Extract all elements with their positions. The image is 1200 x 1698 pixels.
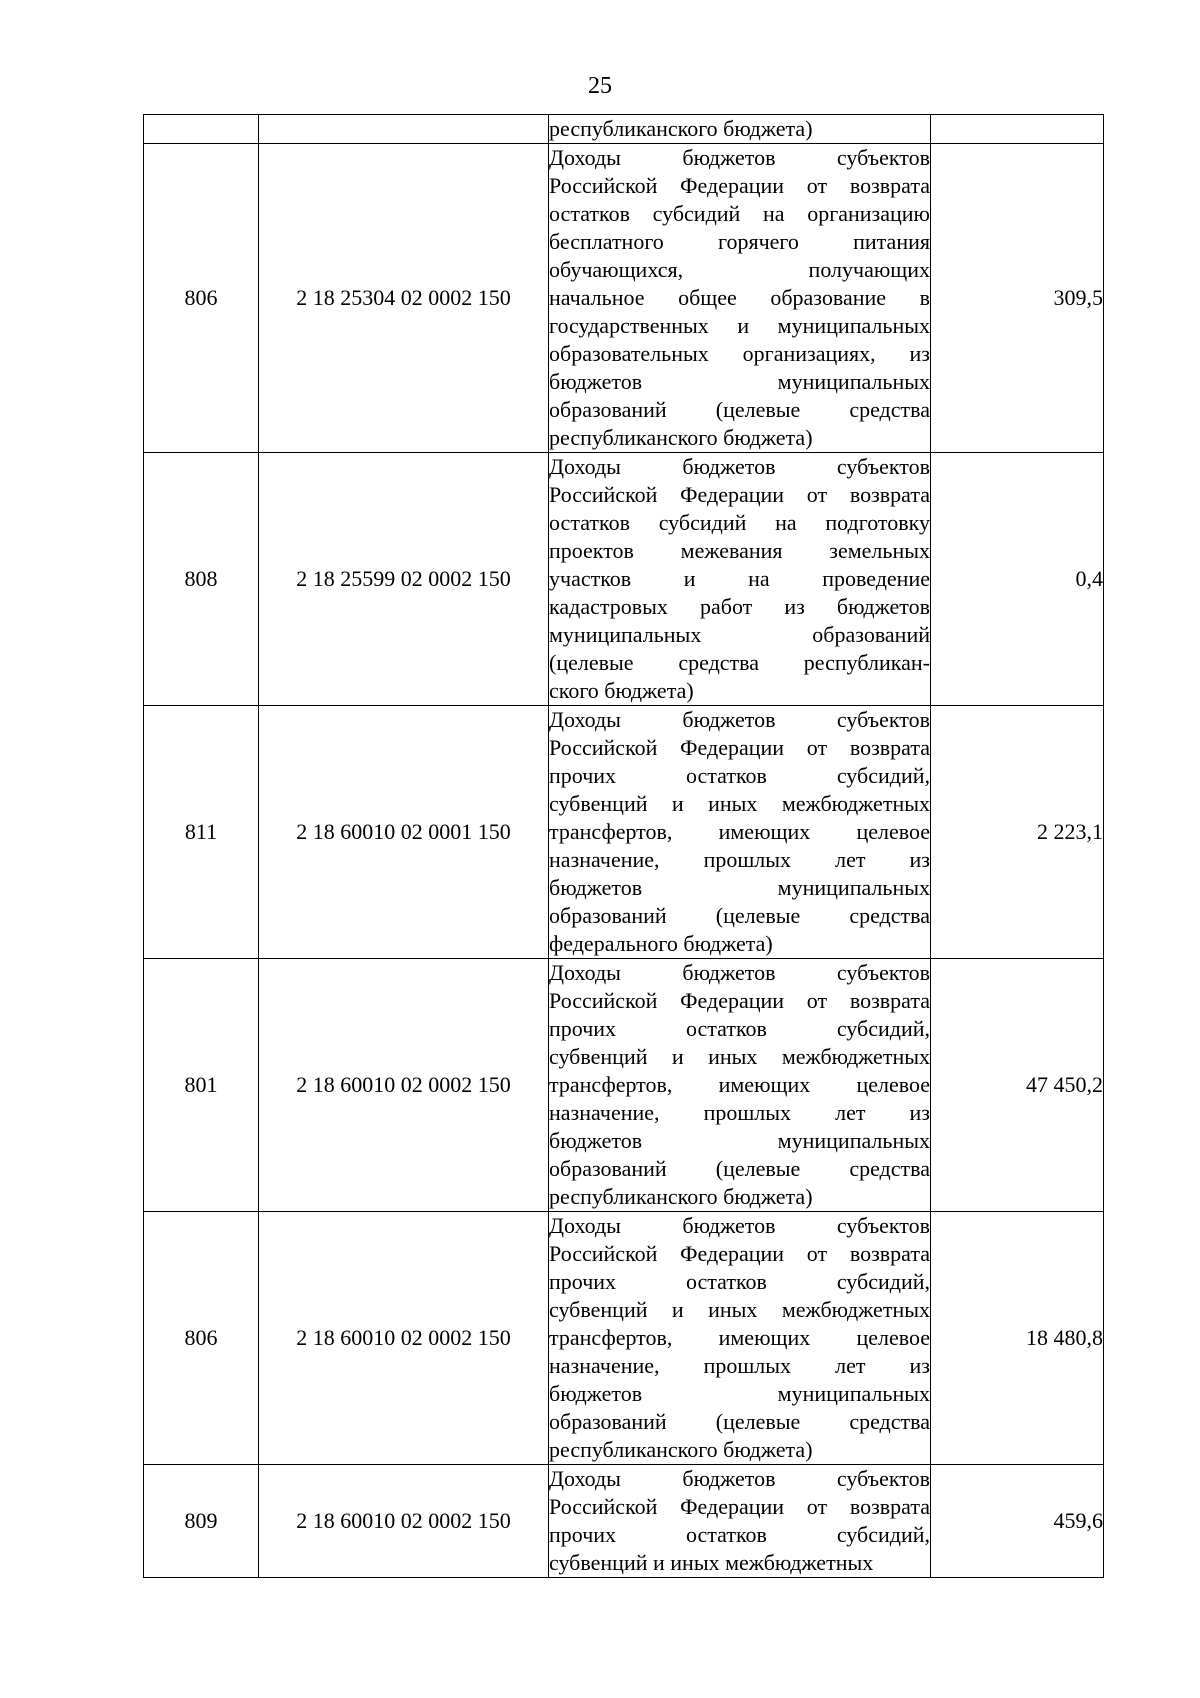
table-row — [144, 1465, 1104, 1578]
budget-classification-code-cell — [259, 115, 549, 144]
description-line: Российской Федерации от возврата — [549, 173, 930, 198]
description-line: Доходы бюджетов субъектов — [549, 960, 930, 985]
description-line: Доходы бюджетов субъектов — [549, 145, 930, 170]
description-line: трансфертов, имеющих целевое — [549, 1072, 930, 1097]
table-row — [144, 706, 1104, 959]
description-line: участков и на проведение — [549, 566, 930, 591]
description-line: субвенций и иных межбюджетных — [549, 1044, 930, 1069]
amount-cell — [931, 115, 1104, 144]
budget-classification-code-cell: 2 18 60010 02 0002 150 — [259, 1212, 549, 1465]
amount-cell: 2 223,1 — [931, 706, 1104, 959]
description-line: бесплатного горячего питания — [549, 229, 930, 254]
description-line: образований (целевые средства — [549, 1409, 930, 1434]
budget-classification-code-cell: 2 18 60010 02 0002 150 — [259, 1465, 549, 1578]
amount-cell: 0,4 — [931, 453, 1104, 706]
description-line: образований (целевые средства — [549, 1156, 930, 1181]
description-line: назначение, прошлых лет из — [549, 1100, 930, 1125]
description-line: назначение, прошлых лет из — [549, 847, 930, 872]
description-line: республиканского бюджета) — [549, 425, 813, 450]
amount-cell: 18 480,8 — [931, 1212, 1104, 1465]
description-line: федерального бюджета) — [549, 931, 773, 956]
table-row — [144, 1212, 1104, 1465]
description-line: трансфертов, имеющих целевое — [549, 819, 930, 844]
description-line: Российской Федерации от возврата — [549, 1241, 930, 1266]
description-line: Доходы бюджетов субъектов — [549, 707, 930, 732]
revenue-description-cell — [549, 1465, 931, 1578]
revenue-description-cell — [549, 1212, 931, 1465]
description-line: бюджетов муниципальных — [549, 1128, 930, 1153]
description-line: Доходы бюджетов субъектов — [549, 454, 930, 479]
description-line: прочих остатков субсидий, — [549, 1522, 930, 1547]
budget-classification-code-cell: 2 18 25599 02 0002 150 — [259, 453, 549, 706]
description-line: прочих остатков субсидий, — [549, 1016, 930, 1041]
admin-code-cell — [144, 115, 259, 144]
revenue-description-cell — [549, 706, 931, 959]
description-line: муниципальных образований — [549, 622, 930, 647]
revenue-table — [143, 114, 1104, 1578]
table-row — [144, 115, 1104, 144]
description-line: Доходы бюджетов субъектов — [549, 1466, 930, 1491]
description-line: Доходы бюджетов субъектов — [549, 1213, 930, 1238]
description-line: Российской Федерации от возврата — [549, 988, 930, 1013]
revenue-description-cell — [549, 959, 931, 1212]
description-line: прочих остатков субсидий, — [549, 1269, 930, 1294]
description-line: республиканского бюджета) — [549, 1184, 813, 1209]
revenue-description-cell — [549, 144, 931, 453]
description-line: государственных и муниципальных — [549, 313, 930, 338]
admin-code-cell: 809 — [144, 1465, 259, 1578]
table-row — [144, 453, 1104, 706]
amount-cell: 459,6 — [931, 1465, 1104, 1578]
description-line: прочих остатков субсидий, — [549, 763, 930, 788]
description-line: бюджетов муниципальных — [549, 1381, 930, 1406]
description-line: субвенций и иных межбюджетных — [549, 791, 930, 816]
description-line: обучающихся, получающих — [549, 257, 930, 282]
revenue-description-cell — [549, 115, 931, 144]
description-line: ского бюджета) — [549, 678, 694, 703]
amount-cell: 47 450,2 — [931, 959, 1104, 1212]
amount-cell: 309,5 — [931, 144, 1104, 453]
description-line: остатков субсидий на организацию — [549, 201, 930, 226]
description-line: кадастровых работ из бюджетов — [549, 594, 930, 619]
description-line: субвенций и иных межбюджетных — [549, 1297, 930, 1322]
description-line: образований (целевые средства — [549, 397, 930, 422]
budget-classification-code-cell: 2 18 25304 02 0002 150 — [259, 144, 549, 453]
description-line: Российской Федерации от возврата — [549, 735, 930, 760]
admin-code-cell: 808 — [144, 453, 259, 706]
description-line: образовательных организациях, из — [549, 341, 930, 366]
description-line: (целевые средства республикан- — [549, 650, 930, 675]
budget-classification-code-cell: 2 18 60010 02 0001 150 — [259, 706, 549, 959]
table-row — [144, 144, 1104, 453]
revenue-description-cell — [549, 453, 931, 706]
description-line: субвенций и иных межбюджетных — [549, 1550, 874, 1575]
admin-code-cell: 811 — [144, 706, 259, 959]
table-row — [144, 959, 1104, 1212]
page-number: 25 — [588, 73, 612, 99]
description-line: бюджетов муниципальных — [549, 875, 930, 900]
budget-classification-code-cell: 2 18 60010 02 0002 150 — [259, 959, 549, 1212]
description-line: бюджетов муниципальных — [549, 369, 930, 394]
admin-code-cell: 806 — [144, 1212, 259, 1465]
admin-code-cell: 801 — [144, 959, 259, 1212]
description-line: назначение, прошлых лет из — [549, 1353, 930, 1378]
description-line: трансфертов, имеющих целевое — [549, 1325, 930, 1350]
description-line: Российской Федерации от возврата — [549, 482, 930, 507]
description-line: республиканского бюджета) — [549, 1437, 813, 1462]
description-line: республиканского бюджета) — [549, 116, 813, 141]
description-line: Российской Федерации от возврата — [549, 1494, 930, 1519]
description-line: остатков субсидий на подготовку — [549, 510, 930, 535]
revenue-table-body — [144, 115, 1104, 1578]
admin-code-cell: 806 — [144, 144, 259, 453]
description-line: образований (целевые средства — [549, 903, 930, 928]
description-line: проектов межевания земельных — [549, 538, 930, 563]
description-line: начальное общее образование в — [549, 285, 930, 310]
